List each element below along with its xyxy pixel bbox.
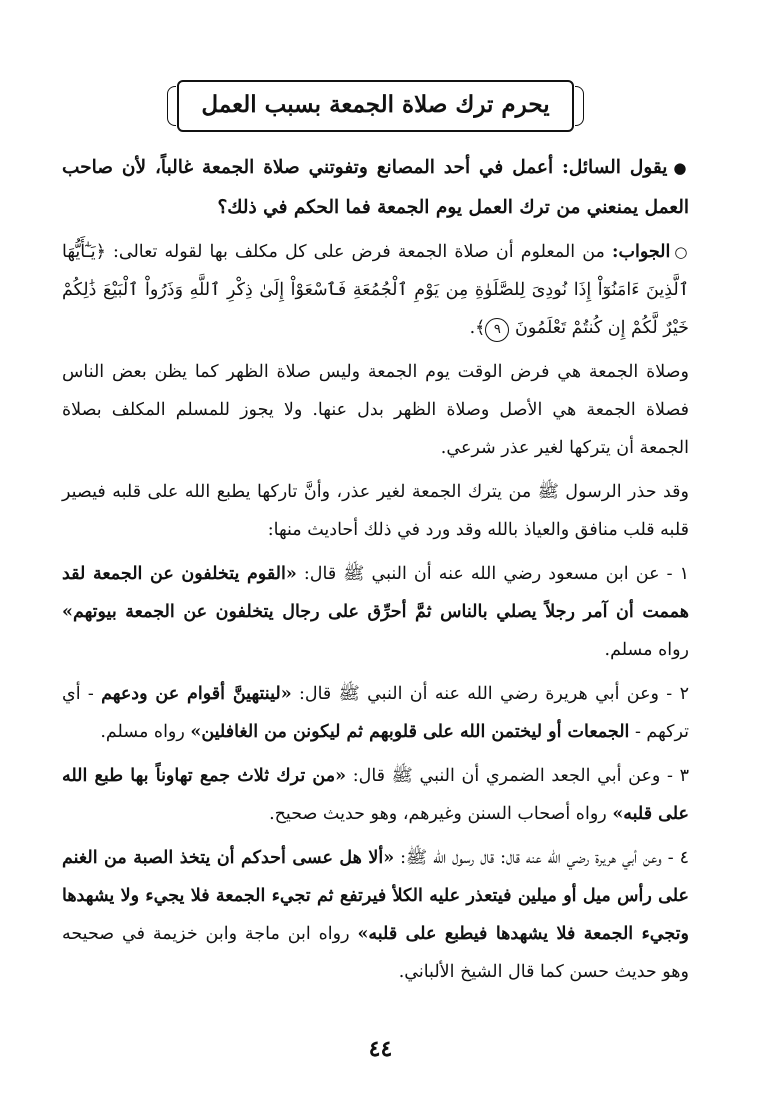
hadith-text: «لينتهينَّ أقوام عن ودعهم	[101, 683, 292, 704]
hadith-intro: - عن ابن مسعود رضي الله عنه أن النبي ﷺ قال:	[303, 563, 673, 584]
hadith-text-continued: الجمعات أو ليختمن الله على قلوبهم ثم ليكونن من الغافلين»	[190, 721, 630, 742]
paragraph-dhuhr: وصلاة الجمعة هي فرض الوقت يوم الجمعة وليس صلاة الظهر كما يظن بعض الناس فصلاة الجمعة هي الأصل وصلاة الظهر بدل عنها. ولا يجوز للمسلم المكلف بصلاة الجمعة أن يتركها لغير عذر شرعي.	[62, 361, 689, 458]
hadith-1	[62, 555, 689, 669]
circle-icon: ○	[674, 242, 689, 261]
hadith-number: ٣	[679, 765, 689, 786]
hadith-4	[62, 839, 689, 991]
verse-end: ﴾.	[469, 317, 486, 338]
hadith-3	[62, 757, 689, 833]
quran-verse: ﴿يَـٰٓأَيُّهَا ٱلَّذِينَ ءَامَنُوٓاْ إِذَا نُودِىَ لِلصَّلَوٰةِ مِن يَوْمِ ٱلْجُمُعَةِ فَٱسْعَوْاْ إِلَىٰ ذِكْرِ ٱللَّهِ وَذَرُواْ ٱلْبَيْعَ ذَٰلِكُمْ خَيْرٌ لَّكُمْ إِن كُنتُمْ تَعْلَمُونَ	[62, 241, 689, 338]
hadith-intro: - وعن أبي هريرة رضي الله عنه قال: قال رسول الله ﷺ:	[400, 847, 674, 868]
hadith-intro: - وعن أبي هريرة رضي الله عنه أن النبي ﷺ قال:	[298, 683, 673, 704]
hadith-number: ٤	[679, 847, 689, 868]
hadith-text: «ألا هل عسى أحدكم أن يتخذ الصبة من الغنم على رأس ميل أو ميلين فيتعذر عليه الكلأ فيرتفع ثم تجيء الجمعة فلا يجيء ولا يشهدها وتجيء الجمعة فلا يشهدها فيطبع على قلبه»	[62, 847, 690, 944]
page-title: يحرم ترك صلاة الجمعة بسبب العمل	[177, 80, 573, 132]
answer-intro: من المعلوم أن صلاة الجمعة فرض على كل مكلف بها لقوله تعالى:	[112, 241, 605, 262]
answer-paragraph	[62, 233, 689, 347]
hadith-intro: - وعن أبي الجعد الضمري أن النبي ﷺ قال:	[352, 765, 673, 786]
hadith-source: رواه مسلم.	[100, 721, 191, 742]
hadith-gloss: - أي تركهم -	[62, 683, 689, 742]
hadith-number: ٢	[679, 683, 689, 704]
title-wrap	[62, 80, 689, 132]
ayah-number-badge: ٩	[485, 318, 509, 342]
hadith-2	[62, 675, 689, 751]
hadith-text: «القوم يتخلفون عن الجمعة لقد هممت أن آمر رجلاً يصلي بالناس ثمَّ أحرِّق على رجال يتخلفون عن الجمعة بيوتهم»	[62, 563, 689, 622]
paragraph-warning: وقد حذر الرسول ﷺ من يترك الجمعة لغير عذر، وأنَّ تاركها يطبع الله على قلبه فيصير قلبه قلب منافق والعياذ بالله وقد ورد في ذلك أحاديث منها:	[62, 481, 689, 540]
hadith-text: «من ترك ثلاث جمع تهاوناً بها طبع الله على قلبه»	[62, 765, 689, 824]
page-number: ٤٤	[368, 1036, 393, 1062]
answer-label: الجواب:	[612, 241, 671, 262]
hadith-source: رواه مسلم.	[604, 639, 689, 660]
hadith-number: ١	[679, 563, 689, 584]
bullet-icon: ●	[673, 158, 689, 177]
hadith-source: رواه ابن ماجة وابن خزيمة في صحيحه وهو حديث حسن كما قال الشيخ الألباني.	[62, 923, 689, 982]
hadith-source: رواه أصحاب السنن وغيرهم، وهو حديث صحيح.	[269, 803, 613, 824]
question-paragraph	[62, 148, 689, 227]
question-text: يقول السائل: أعمل في أحد المصانع وتفوتني صلاة الجمعة غالباً، لأن صاحب العمل يمنعني من ترك العمل يوم الجمعة فما الحكم في ذلك؟	[62, 156, 689, 218]
